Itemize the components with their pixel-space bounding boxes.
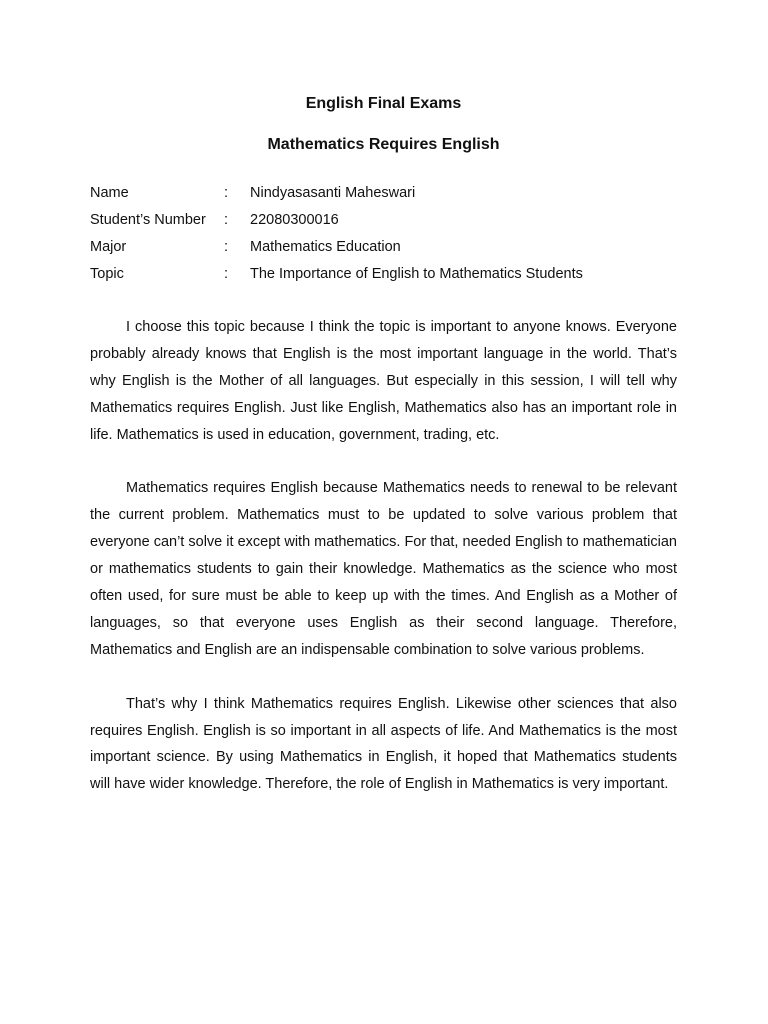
info-value: 22080300016 — [250, 212, 339, 228]
info-colon: : — [224, 212, 229, 228]
info-value: Mathematics Education — [250, 239, 401, 255]
info-colon: : — [224, 185, 229, 201]
info-label: Major — [90, 239, 127, 255]
body-paragraph: I choose this topic because I think the topic is important to anyone knows. Everyone probably already knows that English is the most important language in the world. That’s why English is the Mother of all languages. But especially in this session, I will tell why Mathematics requires English. Just like English, Mathematics also has an important role in life. Mathematics is used in education, government, trading, etc. — [90, 319, 677, 443]
info-value: Nindyasasanti Maheswari — [250, 185, 416, 201]
info-row-major — [90, 234, 677, 261]
body-paragraph: That’s why I think Mathematics requires English. Likewise other sciences that also requires English. English is so important in all aspects of life. And Mathematics is the most important science. By using Mathematics in English, it hoped that Mathematics students will have wider knowledge. Therefore, the role of English in Mathematics is very important. — [90, 695, 677, 793]
document-title: English Final Exams — [305, 95, 462, 112]
info-row-topic — [90, 261, 677, 288]
info-value: The Importance of English to Mathematics Students — [250, 266, 583, 282]
info-colon: : — [224, 239, 229, 255]
info-row-name — [90, 180, 677, 207]
info-label: Topic — [90, 266, 124, 282]
info-label: Name — [90, 185, 129, 201]
student-info-block — [90, 180, 677, 288]
body-paragraph: Mathematics requires English because Mathematics needs to renewal to be relevant the current problem. Mathematics must to be updated to solve various problem that everyone can’t solve it except with mathematics. For that, needed English to mathematician or mathematics students to gain their knowledge. Mathematics as the science who most often used, for sure must be able to keep up with the times. And English as a Mother of languages, so that everyone uses English as their second language. Therefore, Mathematics and English are an indispensable combination to solve various problems. — [90, 480, 677, 658]
document-subtitle: Mathematics Requires English — [267, 136, 500, 153]
info-label: Student’s Number — [90, 212, 206, 228]
info-row-student-number — [90, 207, 677, 234]
info-colon: : — [224, 266, 229, 282]
